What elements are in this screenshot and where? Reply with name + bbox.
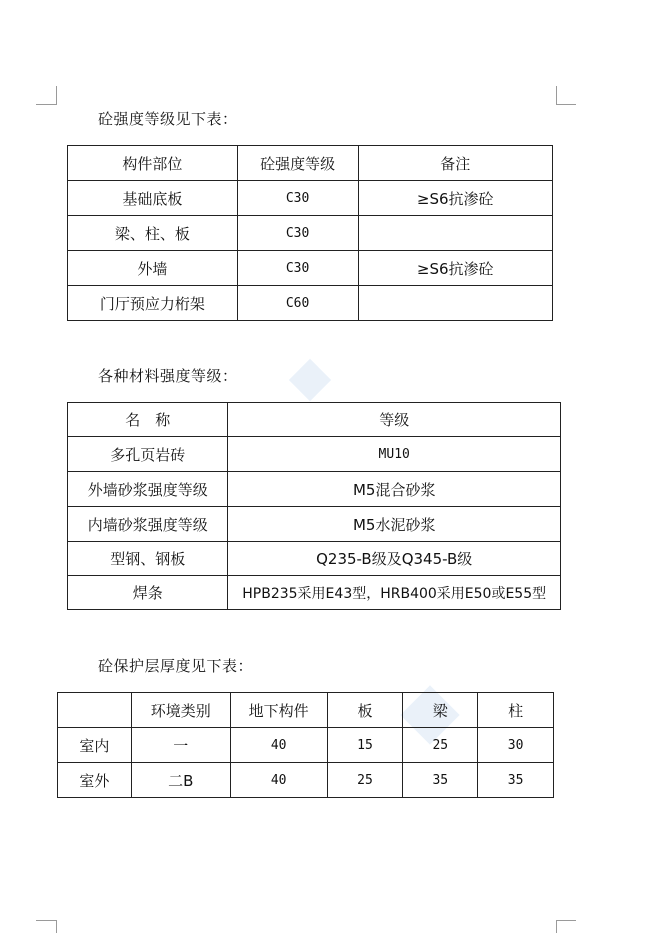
table-cell: C60 [237, 286, 358, 321]
table-cell: 40 [230, 728, 327, 763]
table-cell: 35 [403, 763, 478, 798]
table-header-row [58, 693, 554, 728]
table-row [68, 181, 553, 216]
table-row [68, 576, 561, 610]
concrete-grade-table [67, 145, 553, 321]
header-cell: 柱 [478, 693, 554, 728]
heading-cover-thickness: 砼保护层厚度见下表： [98, 657, 254, 675]
table-row [68, 472, 561, 507]
table-cell: 门厅预应力桁架 [68, 286, 238, 321]
watermark-emblem [285, 355, 335, 405]
table-cell: ≥S6抗渗砼 [358, 181, 553, 216]
table-row [58, 728, 554, 763]
corner-mark-bottom-right-v [556, 920, 557, 933]
table-cell: Q235-B级及Q345-B级 [228, 542, 561, 576]
header-cell: 梁 [403, 693, 478, 728]
table-cell: C30 [237, 181, 358, 216]
table-header-row [68, 146, 553, 181]
table-cell: 40 [230, 763, 327, 798]
table-cell: HPB235采用E43型，HRB400采用E50或E55型 [228, 576, 561, 610]
table-cell: 一 [131, 728, 230, 763]
corner-mark-bottom-right-h [556, 920, 576, 921]
table-cell: 室内 [58, 728, 132, 763]
table-cell: 35 [478, 763, 554, 798]
table-cell: 内墙砂浆强度等级 [68, 507, 228, 542]
material-grade-table [67, 402, 561, 610]
table-cell [358, 286, 553, 321]
table-cell: 型钢、钢板 [68, 542, 228, 576]
table-row [58, 763, 554, 798]
table-cell [358, 216, 553, 251]
table-row [68, 216, 553, 251]
table-cell: 25 [403, 728, 478, 763]
table-row [68, 251, 553, 286]
header-cell: 环境类别 [131, 693, 230, 728]
corner-mark-top-left-h [36, 104, 56, 105]
header-cell: 等级 [228, 403, 561, 437]
heading-concrete-grade: 砼强度等级见下表： [98, 110, 238, 128]
table-row [68, 542, 561, 576]
table-cell: C30 [237, 216, 358, 251]
table-header-row [68, 403, 561, 437]
table-cell: 室外 [58, 763, 132, 798]
table-cell: 二B [131, 763, 230, 798]
table-cell: 焊条 [68, 576, 228, 610]
table-cell: 梁、柱、板 [68, 216, 238, 251]
corner-mark-bottom-left-h [36, 920, 56, 921]
table-cell: 25 [327, 763, 403, 798]
corner-mark-top-right-h [556, 104, 576, 105]
corner-mark-top-right-v [556, 86, 557, 105]
header-cell: 构件部位 [68, 146, 238, 181]
table-cell: MU10 [228, 437, 561, 472]
table-cell: 15 [327, 728, 403, 763]
table-cell: M5混合砂浆 [228, 472, 561, 507]
header-cell [58, 693, 132, 728]
cover-thickness-table [57, 692, 554, 798]
header-cell: 名 称 [68, 403, 228, 437]
corner-mark-bottom-left-v [56, 920, 57, 933]
header-cell: 砼强度等级 [237, 146, 358, 181]
table-cell: 基础底板 [68, 181, 238, 216]
table-row [68, 507, 561, 542]
heading-material-grade: 各种材料强度等级： [98, 367, 238, 385]
table-cell: 多孔页岩砖 [68, 437, 228, 472]
corner-mark-top-left-v [56, 86, 57, 105]
table-cell: 30 [478, 728, 554, 763]
table-row [68, 286, 553, 321]
header-cell: 地下构件 [230, 693, 327, 728]
table-cell: 外墙砂浆强度等级 [68, 472, 228, 507]
table-cell: ≥S6抗渗砼 [358, 251, 553, 286]
table-cell: 外墙 [68, 251, 238, 286]
header-cell: 备注 [358, 146, 553, 181]
table-row [68, 437, 561, 472]
header-cell: 板 [327, 693, 403, 728]
table-cell: C30 [237, 251, 358, 286]
table-cell: M5水泥砂浆 [228, 507, 561, 542]
